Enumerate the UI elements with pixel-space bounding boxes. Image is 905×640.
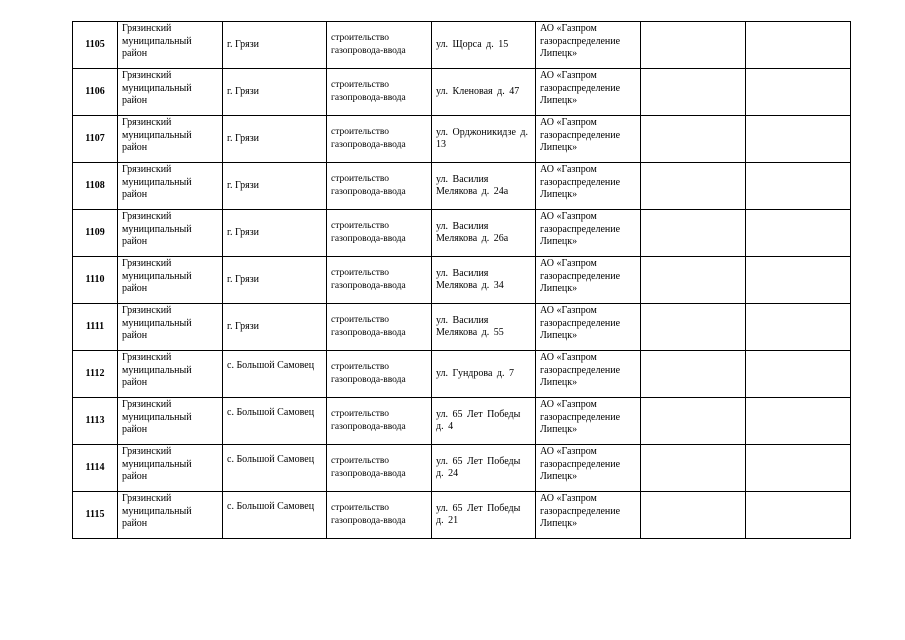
- locality-cell: г. Грязи: [223, 304, 327, 351]
- district-cell: Грязинский муниципальный район: [118, 210, 223, 257]
- district-cell: Грязинский муниципальный район: [118, 257, 223, 304]
- empty-cell: [746, 22, 851, 69]
- table-row: [73, 22, 851, 69]
- work-type-cell: строительство газопровода-ввода: [327, 116, 432, 163]
- address-cell: ул. Щорса д. 15: [432, 22, 536, 69]
- locality-cell: с. Большой Самовец: [223, 398, 327, 445]
- district-cell: Грязинский муниципальный район: [118, 492, 223, 539]
- row-number: 1106: [73, 69, 118, 116]
- empty-cell: [641, 210, 746, 257]
- work-type-cell: строительство газопровода-ввода: [327, 304, 432, 351]
- organization-cell: АО «Газпром газораспределение Липецк»: [536, 304, 641, 351]
- table-row: [73, 398, 851, 445]
- row-number: 1105: [73, 22, 118, 69]
- work-type-cell: строительство газопровода-ввода: [327, 351, 432, 398]
- organization-cell: АО «Газпром газораспределение Липецк»: [536, 22, 641, 69]
- organization-cell: АО «Газпром газораспределение Липецк»: [536, 257, 641, 304]
- row-number: 1111: [73, 304, 118, 351]
- organization-cell: АО «Газпром газораспределение Липецк»: [536, 351, 641, 398]
- locality-cell: г. Грязи: [223, 116, 327, 163]
- work-type-cell: строительство газопровода-ввода: [327, 257, 432, 304]
- empty-cell: [641, 257, 746, 304]
- locality-cell: г. Грязи: [223, 22, 327, 69]
- table-row: [73, 69, 851, 116]
- district-cell: Грязинский муниципальный район: [118, 116, 223, 163]
- organization-cell: АО «Газпром газораспределение Липецк»: [536, 69, 641, 116]
- row-number: 1110: [73, 257, 118, 304]
- empty-cell: [641, 304, 746, 351]
- table-row: [73, 210, 851, 257]
- table-row: [73, 351, 851, 398]
- work-type-cell: строительство газопровода-ввода: [327, 445, 432, 492]
- table-row: [73, 445, 851, 492]
- work-type-cell: строительство газопровода-ввода: [327, 398, 432, 445]
- empty-cell: [746, 445, 851, 492]
- empty-cell: [641, 116, 746, 163]
- row-number: 1115: [73, 492, 118, 539]
- table-row: [73, 492, 851, 539]
- address-cell: ул. 65 Лет Победы д. 21: [432, 492, 536, 539]
- address-cell: ул. Орджоникидзе д. 13: [432, 116, 536, 163]
- row-number: 1108: [73, 163, 118, 210]
- empty-cell: [746, 304, 851, 351]
- row-number: 1114: [73, 445, 118, 492]
- organization-cell: АО «Газпром газораспределение Липецк»: [536, 445, 641, 492]
- address-cell: ул. Василия Мелякова д. 55: [432, 304, 536, 351]
- locality-cell: г. Грязи: [223, 210, 327, 257]
- empty-cell: [746, 163, 851, 210]
- empty-cell: [746, 116, 851, 163]
- table-row: [73, 304, 851, 351]
- empty-cell: [641, 445, 746, 492]
- organization-cell: АО «Газпром газораспределение Липецк»: [536, 492, 641, 539]
- empty-cell: [746, 210, 851, 257]
- district-cell: Грязинский муниципальный район: [118, 398, 223, 445]
- work-type-cell: строительство газопровода-ввода: [327, 69, 432, 116]
- address-cell: ул. Гундрова д. 7: [432, 351, 536, 398]
- empty-cell: [641, 351, 746, 398]
- empty-cell: [746, 351, 851, 398]
- locality-cell: г. Грязи: [223, 257, 327, 304]
- district-cell: Грязинский муниципальный район: [118, 163, 223, 210]
- empty-cell: [746, 398, 851, 445]
- district-cell: Грязинский муниципальный район: [118, 445, 223, 492]
- row-number: 1107: [73, 116, 118, 163]
- table-row: [73, 116, 851, 163]
- empty-cell: [641, 163, 746, 210]
- locality-cell: г. Грязи: [223, 69, 327, 116]
- row-number: 1112: [73, 351, 118, 398]
- address-cell: ул. Василия Мелякова д. 26а: [432, 210, 536, 257]
- empty-cell: [641, 69, 746, 116]
- row-number: 1113: [73, 398, 118, 445]
- empty-cell: [641, 492, 746, 539]
- address-cell: ул. Василия Мелякова д. 34: [432, 257, 536, 304]
- work-type-cell: строительство газопровода-ввода: [327, 210, 432, 257]
- work-type-cell: строительство газопровода-ввода: [327, 492, 432, 539]
- address-cell: ул. 65 Лет Победы д. 4: [432, 398, 536, 445]
- empty-cell: [746, 492, 851, 539]
- work-type-cell: строительство газопровода-ввода: [327, 163, 432, 210]
- address-cell: ул. Кленовая д. 47: [432, 69, 536, 116]
- work-type-cell: строительство газопровода-ввода: [327, 22, 432, 69]
- district-cell: Грязинский муниципальный район: [118, 22, 223, 69]
- organization-cell: АО «Газпром газораспределение Липецк»: [536, 116, 641, 163]
- district-cell: Грязинский муниципальный район: [118, 351, 223, 398]
- organization-cell: АО «Газпром газораспределение Липецк»: [536, 398, 641, 445]
- district-cell: Грязинский муниципальный район: [118, 69, 223, 116]
- organization-cell: АО «Газпром газораспределение Липецк»: [536, 163, 641, 210]
- locality-cell: с. Большой Самовец: [223, 351, 327, 398]
- table-row: [73, 257, 851, 304]
- empty-cell: [641, 398, 746, 445]
- address-cell: ул. 65 Лет Победы д. 24: [432, 445, 536, 492]
- district-cell: Грязинский муниципальный район: [118, 304, 223, 351]
- organization-cell: АО «Газпром газораспределение Липецк»: [536, 210, 641, 257]
- row-number: 1109: [73, 210, 118, 257]
- empty-cell: [641, 22, 746, 69]
- locality-cell: г. Грязи: [223, 163, 327, 210]
- empty-cell: [746, 69, 851, 116]
- address-cell: ул. Василия Мелякова д. 24а: [432, 163, 536, 210]
- locality-cell: с. Большой Самовец: [223, 445, 327, 492]
- locality-cell: с. Большой Самовец: [223, 492, 327, 539]
- empty-cell: [746, 257, 851, 304]
- table-body: [73, 22, 851, 539]
- table-row: [73, 163, 851, 210]
- gas-connection-registry-table: [72, 21, 851, 539]
